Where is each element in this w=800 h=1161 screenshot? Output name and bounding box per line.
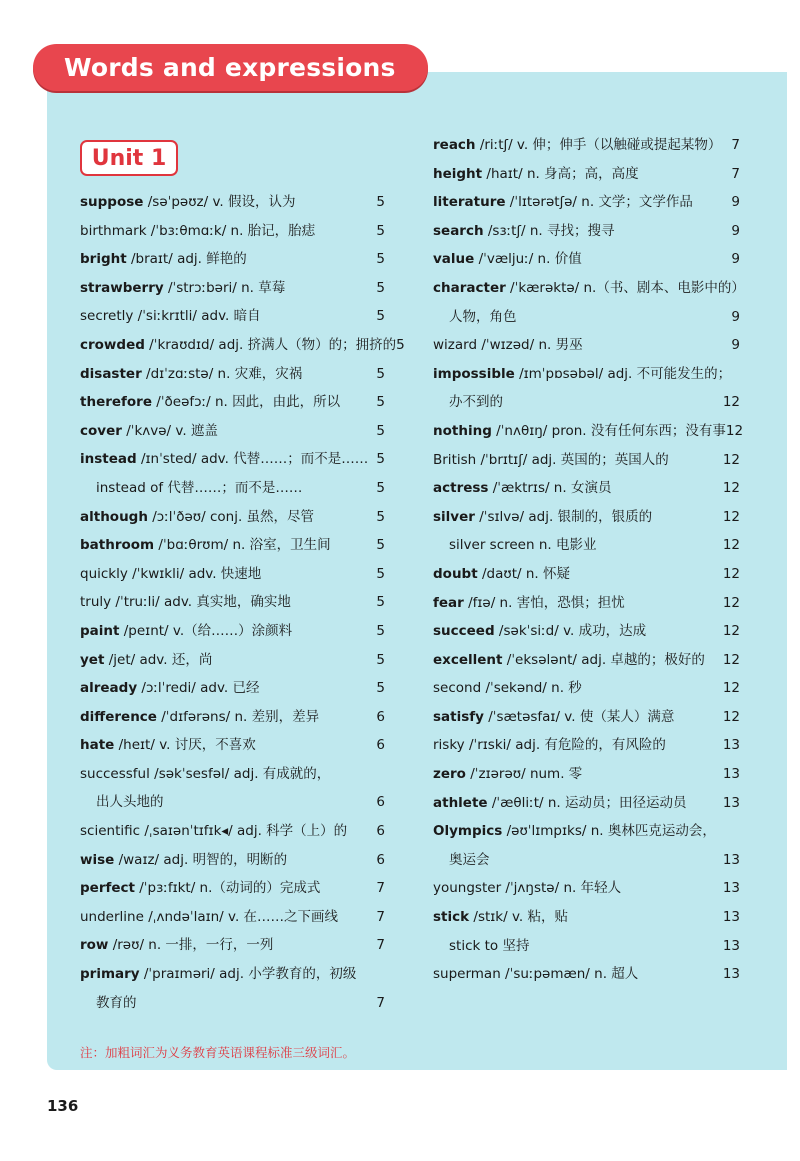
vocab-entry bbox=[433, 617, 740, 646]
vocab-entry bbox=[433, 217, 740, 246]
vocab-entry bbox=[80, 989, 385, 1018]
vocab-definition bbox=[433, 789, 712, 818]
vocab-page-ref: 12 bbox=[722, 680, 740, 697]
vocab-page-ref: 5 bbox=[376, 594, 385, 611]
vocab-definition bbox=[433, 674, 712, 703]
vocab-gloss: /əʊˈlɪmpɪks/ n. 奥林匹克运动会， bbox=[502, 823, 716, 840]
vocab-definition bbox=[80, 388, 357, 417]
vocab-gloss: /peɪnt/ v.（给……）涂颜料 bbox=[119, 622, 293, 639]
vocab-gloss: /ˈlɪtərətʃə/ n. 文学；文学作品 bbox=[505, 194, 693, 211]
vocab-page-ref: 6 bbox=[376, 708, 385, 725]
vocab-gloss: /ˈdɪfərəns/ n. 差别，差异 bbox=[156, 708, 320, 725]
vocab-entry bbox=[80, 331, 405, 360]
vocab-entry bbox=[433, 303, 740, 332]
vocab-headword: cover bbox=[80, 422, 122, 439]
vocab-entry bbox=[80, 188, 385, 217]
vocab-headword: risky bbox=[433, 737, 465, 754]
vocab-gloss: /ˈzɪərəʊ/ num. 零 bbox=[465, 766, 583, 783]
vocab-headword: truly bbox=[80, 594, 112, 611]
vocab-page-ref: 13 bbox=[722, 937, 740, 954]
vocab-page-ref: 7 bbox=[376, 908, 385, 925]
vocab-entry bbox=[433, 331, 740, 360]
vocab-headword: bright bbox=[80, 251, 127, 268]
vocab-entry bbox=[433, 731, 740, 760]
vocab-gloss: /ˈbrɪtɪʃ/ adj. 英国的；英国人的 bbox=[476, 451, 669, 468]
vocab-headword: yet bbox=[80, 651, 105, 668]
vocab-headword: British bbox=[433, 451, 477, 468]
vocab-page-ref: 6 bbox=[376, 737, 385, 754]
vocab-headword: instead bbox=[80, 451, 137, 468]
vocab-page-ref: 5 bbox=[376, 651, 385, 668]
vocab-headword: difference bbox=[80, 708, 157, 725]
vocab-definition bbox=[433, 360, 731, 389]
vocab-entry bbox=[80, 846, 385, 875]
vocab-definition bbox=[80, 903, 357, 932]
vocab-definition bbox=[433, 903, 712, 932]
vocab-gloss: /jet/ adv. 还，尚 bbox=[104, 651, 213, 668]
vocab-headword: 办不到的 bbox=[449, 394, 503, 411]
vocab-page-ref: 5 bbox=[376, 279, 385, 296]
vocab-headword: wise bbox=[80, 851, 115, 868]
vocab-entry bbox=[80, 874, 385, 903]
vocab-gloss: /waɪz/ adj. 明智的，明断的 bbox=[114, 851, 288, 868]
vocab-page-ref: 5 bbox=[376, 194, 385, 210]
vocab-gloss: /ɔːlˈðəʊ/ conj. 虽然，尽管 bbox=[147, 508, 315, 525]
vocab-entry bbox=[433, 560, 740, 589]
vocab-headword: suppose bbox=[80, 194, 144, 210]
vocab-headword: stick bbox=[433, 909, 470, 926]
vocab-page-ref: 5 bbox=[396, 336, 405, 353]
vocab-entry bbox=[433, 932, 740, 961]
vocab-entry bbox=[80, 931, 385, 960]
vocab-headword: succeed bbox=[433, 623, 495, 640]
vocab-entry bbox=[433, 531, 740, 560]
vocab-gloss: /riːtʃ/ v. 伸；伸手（以触碰或提起某物） bbox=[475, 137, 722, 153]
vocab-gloss: /ˈstrɔːbəri/ n. 草莓 bbox=[163, 279, 286, 296]
vocab-gloss: /ˈsuːpəmæn/ n. 超人 bbox=[500, 966, 639, 983]
vocab-definition bbox=[80, 731, 357, 760]
vocab-headword: doubt bbox=[433, 565, 478, 582]
vocab-entry bbox=[433, 674, 740, 703]
vocab-page-ref bbox=[716, 817, 740, 846]
vocab-definition bbox=[80, 646, 357, 675]
vocab-definition bbox=[433, 960, 712, 989]
vocab-headword: scientific bbox=[80, 823, 141, 840]
vocab-definition bbox=[80, 417, 357, 446]
vocab-page-ref: 5 bbox=[376, 451, 385, 468]
vocab-entry bbox=[80, 417, 385, 446]
vocab-headword: literature bbox=[433, 194, 506, 211]
vocab-page-ref: 13 bbox=[722, 966, 740, 983]
vocab-page-ref: 12 bbox=[722, 394, 740, 411]
vocab-headword: birthmark bbox=[80, 222, 147, 239]
vocab-entry bbox=[80, 560, 385, 589]
vocab-entry bbox=[80, 474, 385, 503]
vocab-page-ref: 5 bbox=[376, 422, 385, 439]
vocab-gloss: /rəʊ/ n. 一排，一行，一列 bbox=[108, 937, 274, 954]
vocab-page-ref: 5 bbox=[376, 508, 385, 525]
vocab-page-ref: 7 bbox=[376, 994, 385, 1011]
vocab-gloss: /ˈvæljuː/ n. 价值 bbox=[474, 251, 582, 268]
vocab-definition bbox=[80, 846, 357, 875]
vocab-gloss: /fɪə/ n. 害怕，恐惧；担忧 bbox=[463, 594, 625, 611]
vocab-gloss: /səkˈsiːd/ v. 成功，达成 bbox=[494, 623, 647, 640]
vocab-definition bbox=[80, 188, 357, 217]
vocab-headword: quickly bbox=[80, 565, 128, 582]
vocab-headword: second bbox=[433, 680, 482, 697]
vocab-definition bbox=[433, 932, 712, 961]
vocab-entry bbox=[80, 245, 385, 274]
vocab-entry bbox=[80, 817, 385, 846]
vocab-page-ref: 9 bbox=[731, 251, 740, 268]
vocab-definition bbox=[433, 503, 712, 532]
vocab-gloss: /səkˈsesfəl/ adj. 有成就的， bbox=[149, 765, 331, 782]
vocab-definition bbox=[80, 960, 357, 989]
vocab-page-ref: 12 bbox=[722, 623, 740, 640]
vocab-definition bbox=[433, 245, 712, 274]
vocab-gloss: /ˈæθliːt/ n. 运动员；田径运动员 bbox=[487, 794, 687, 811]
vocab-page-ref: 13 bbox=[722, 794, 740, 811]
vocab-headword: actress bbox=[433, 480, 489, 497]
left-word-list bbox=[80, 188, 405, 1017]
vocab-page-ref: 6 bbox=[376, 823, 385, 840]
vocab-headword: reach bbox=[433, 137, 476, 153]
vocab-definition bbox=[80, 931, 357, 960]
vocab-entry bbox=[433, 589, 740, 618]
vocab-gloss: /ˈjʌŋstə/ n. 年轻人 bbox=[501, 880, 622, 897]
vocab-definition bbox=[80, 445, 368, 474]
vocab-page-ref: 5 bbox=[376, 479, 385, 496]
vocab-headword: satisfy bbox=[433, 708, 484, 725]
vocab-gloss: /heɪt/ v. 讨厌，不喜欢 bbox=[114, 737, 256, 754]
vocab-definition bbox=[433, 846, 712, 875]
vocab-page-ref: 12 bbox=[722, 480, 740, 497]
vocab-page-ref: 12 bbox=[722, 537, 740, 554]
vocab-entry bbox=[80, 302, 385, 331]
vocab-headword: impossible bbox=[433, 365, 515, 382]
vocab-page-ref bbox=[357, 760, 385, 789]
vocab-page-ref: 9 bbox=[731, 337, 740, 354]
vocab-page-ref: 6 bbox=[376, 794, 385, 811]
vocab-entry bbox=[80, 760, 385, 789]
vocab-headword: row bbox=[80, 937, 109, 954]
vocab-gloss: /ˈsɪlvə/ adj. 银制的，银质的 bbox=[474, 508, 653, 525]
vocab-headword: 出人头地的 bbox=[96, 794, 164, 811]
vocab-definition bbox=[80, 560, 357, 589]
vocab-headword: disaster bbox=[80, 365, 142, 382]
vocab-definition bbox=[80, 588, 357, 617]
vocab-headword: 人物，角色 bbox=[449, 308, 517, 325]
vocab-headword: excellent bbox=[433, 651, 503, 668]
vocab-gloss: /ˌsaɪənˈtɪfɪk◂/ adj. 科学（上）的 bbox=[140, 823, 348, 840]
vocab-definition bbox=[433, 589, 712, 618]
vocab-headword: wizard bbox=[433, 337, 478, 354]
vocab-headword: instead of bbox=[96, 479, 164, 496]
vocab-gloss: /ˈæktrɪs/ n. 女演员 bbox=[488, 480, 612, 497]
vocab-headword: therefore bbox=[80, 394, 152, 411]
vocab-gloss: /stɪk/ v. 粘，贴 bbox=[469, 909, 568, 926]
vocab-definition bbox=[80, 703, 357, 732]
vocab-gloss: /ɔːlˈredi/ adv. 已经 bbox=[137, 680, 260, 697]
vocab-entry bbox=[433, 817, 740, 846]
vocab-gloss: /ˈsekənd/ n. 秒 bbox=[481, 680, 582, 697]
vocab-definition bbox=[80, 274, 357, 303]
vocab-gloss: /ɪnˈsted/ adv. 代替……；而不是…… bbox=[136, 451, 369, 468]
vocab-entry bbox=[433, 417, 744, 446]
vocab-headword: primary bbox=[80, 966, 140, 983]
vocab-page-ref: 5 bbox=[376, 308, 385, 325]
vocab-page-ref: 7 bbox=[376, 880, 385, 897]
vocab-definition bbox=[80, 760, 357, 789]
vocab-definition bbox=[433, 160, 712, 189]
vocab-gloss: /ˈkʌvə/ v. 遮盖 bbox=[121, 422, 218, 439]
vocab-gloss: /dɪˈzɑːstə/ n. 灾难，灾祸 bbox=[141, 365, 303, 382]
vocab-definition bbox=[80, 674, 357, 703]
vocab-page-ref: 7 bbox=[376, 937, 385, 954]
vocab-definition bbox=[433, 474, 712, 503]
vocab-gloss: /ˌʌndəˈlaɪn/ v. 在……之下画线 bbox=[143, 908, 339, 925]
vocab-page-ref: 12 bbox=[722, 651, 740, 668]
vocab-headword: value bbox=[433, 251, 475, 268]
vocab-entry bbox=[433, 360, 740, 389]
vocab-page-ref bbox=[357, 960, 385, 989]
vocab-headword: 教育的 bbox=[96, 994, 137, 1011]
vocab-definition bbox=[433, 531, 712, 560]
vocab-gloss: /ɪmˈpɒsəbəl/ adj. 不可能发生的； bbox=[514, 365, 732, 382]
vocab-headword: bathroom bbox=[80, 537, 155, 554]
vocab-page-ref: 5 bbox=[376, 565, 385, 582]
vocab-definition bbox=[80, 788, 357, 817]
vocab-page-ref: 7 bbox=[731, 137, 740, 153]
vocab-definition bbox=[433, 303, 712, 332]
vocab-headword: 奥运会 bbox=[449, 851, 490, 868]
vocab-gloss: /səˈpəʊz/ v. 假设，认为 bbox=[143, 194, 296, 210]
vocab-entry bbox=[80, 617, 385, 646]
vocab-page-ref: 5 bbox=[376, 251, 385, 268]
vocab-headword: youngster bbox=[433, 880, 502, 897]
vocab-page-ref: 9 bbox=[731, 222, 740, 239]
vocab-headword: character bbox=[433, 279, 506, 296]
vocab-headword: already bbox=[80, 680, 138, 697]
vocab-gloss: /ˈkraʊdɪd/ adj. 挤满人（物）的；拥挤的 bbox=[144, 336, 397, 353]
vocab-entry bbox=[433, 960, 740, 989]
vocab-entry bbox=[433, 188, 740, 217]
vocab-gloss: 代替……；而不是…… bbox=[163, 479, 303, 496]
vocab-headword: paint bbox=[80, 622, 120, 639]
vocab-definition bbox=[433, 560, 712, 589]
unit-badge: Unit 1 bbox=[80, 140, 178, 176]
vocab-entry bbox=[433, 760, 740, 789]
vocab-gloss: /ˈbɜːθmɑːk/ n. 胎记，胎痣 bbox=[146, 222, 316, 239]
vocab-entry bbox=[433, 388, 740, 417]
vocab-headword: crowded bbox=[80, 336, 145, 353]
vocab-definition bbox=[80, 617, 357, 646]
vocab-gloss: /ˈwɪzəd/ n. 男巫 bbox=[477, 337, 583, 354]
vocab-definition bbox=[433, 331, 712, 360]
vocab-gloss: /haɪt/ n. 身高；高，高度 bbox=[482, 165, 639, 182]
vocab-definition bbox=[433, 274, 745, 303]
vocab-entry bbox=[433, 245, 740, 274]
vocab-definition bbox=[80, 360, 357, 389]
vocab-entry bbox=[433, 874, 740, 903]
vocab-page-ref bbox=[731, 360, 740, 389]
vocab-page-ref: 13 bbox=[722, 851, 740, 868]
vocab-headword: stick to bbox=[449, 937, 499, 954]
vocab-entry bbox=[80, 588, 385, 617]
vocab-headword: superman bbox=[433, 966, 501, 983]
vocab-headword: secretly bbox=[80, 308, 134, 325]
vocab-definition bbox=[80, 874, 357, 903]
vocab-headword: height bbox=[433, 165, 483, 182]
vocab-gloss: /ˈnʌθɪŋ/ pron. 没有任何东西；没有事 bbox=[491, 422, 726, 439]
vocab-page-ref: 13 bbox=[722, 909, 740, 926]
vocab-headword: fear bbox=[433, 594, 464, 611]
vocab-gloss: /ˈkærəktə/ n.（书、剧本、电影中的） bbox=[505, 279, 745, 296]
vocab-entry bbox=[80, 703, 385, 732]
vocab-page-ref: 13 bbox=[722, 737, 740, 754]
vocab-headword: zero bbox=[433, 766, 466, 783]
vocab-headword: silver screen bbox=[449, 537, 535, 554]
vocab-gloss: /ˈpɜːfɪkt/ n.（动词的）完成式 bbox=[134, 880, 321, 897]
vocab-gloss: /ˈeksələnt/ adj. 卓越的；极好的 bbox=[502, 651, 705, 668]
vocab-entry bbox=[433, 903, 740, 932]
footnote: 注：加粗词汇为义务教育英语课程标准三级词汇。 bbox=[80, 1045, 356, 1060]
page-number: 136 bbox=[47, 1097, 79, 1115]
vocab-definition bbox=[80, 331, 396, 360]
vocab-definition bbox=[433, 446, 712, 475]
vocab-definition bbox=[433, 131, 721, 160]
vocab-entry bbox=[433, 160, 740, 189]
vocab-headword: strawberry bbox=[80, 279, 164, 296]
vocab-definition bbox=[433, 188, 712, 217]
vocab-gloss: /sɜːtʃ/ n. 寻找；搜寻 bbox=[483, 222, 615, 239]
vocab-entry bbox=[80, 646, 385, 675]
vocab-entry bbox=[433, 446, 740, 475]
vocab-gloss: /ˈsætəsfaɪ/ v. 使（某人）满意 bbox=[483, 708, 675, 725]
vocab-headword: Olympics bbox=[433, 823, 503, 840]
vocab-gloss: /daʊt/ n. 怀疑 bbox=[477, 565, 570, 582]
vocab-entry bbox=[80, 360, 385, 389]
vocab-page-ref: 5 bbox=[376, 365, 385, 382]
vocab-definition bbox=[433, 388, 712, 417]
vocab-headword: hate bbox=[80, 737, 115, 754]
vocab-headword: although bbox=[80, 508, 148, 525]
vocab-gloss: /ˈsiːkrɪtli/ adv. 暗自 bbox=[133, 308, 261, 325]
vocab-page-ref: 6 bbox=[376, 851, 385, 868]
vocab-page-ref: 9 bbox=[731, 194, 740, 211]
vocab-page-ref: 5 bbox=[376, 222, 385, 239]
vocab-entry bbox=[80, 903, 385, 932]
vocab-page-ref: 5 bbox=[376, 680, 385, 697]
vocab-page-ref: 12 bbox=[725, 422, 744, 439]
vocab-entry bbox=[80, 960, 385, 989]
vocab-entry bbox=[433, 703, 740, 732]
vocab-definition bbox=[80, 503, 357, 532]
vocab-entry bbox=[433, 131, 740, 160]
vocab-entry bbox=[80, 503, 385, 532]
vocab-definition bbox=[433, 731, 712, 760]
vocab-page-ref: 12 bbox=[722, 594, 740, 611]
vocab-definition bbox=[80, 817, 357, 846]
vocab-headword: successful bbox=[80, 765, 150, 782]
vocab-headword: underline bbox=[80, 908, 144, 925]
vocab-page-ref: 12 bbox=[722, 565, 740, 582]
vocab-gloss: /ˈðeəfɔː/ n. 因此，由此，所以 bbox=[152, 394, 341, 411]
vocab-page-ref: 7 bbox=[731, 165, 740, 182]
vocab-entry bbox=[433, 646, 740, 675]
vocab-definition bbox=[80, 989, 357, 1018]
vocab-definition bbox=[80, 531, 357, 560]
vocab-page-ref: 13 bbox=[722, 880, 740, 897]
right-word-list bbox=[433, 131, 745, 989]
vocab-page-ref: 13 bbox=[722, 766, 740, 783]
vocab-definition bbox=[433, 646, 712, 675]
vocab-definition bbox=[80, 245, 357, 274]
vocab-definition bbox=[433, 817, 716, 846]
vocab-definition bbox=[433, 760, 712, 789]
vocab-gloss: /ˈkwɪkli/ adv. 快速地 bbox=[127, 565, 262, 582]
vocab-page-ref: 5 bbox=[376, 394, 385, 411]
vocab-entry bbox=[80, 217, 385, 246]
vocab-headword: athlete bbox=[433, 794, 488, 811]
vocab-definition bbox=[433, 617, 712, 646]
vocab-entry bbox=[80, 388, 385, 417]
vocab-page-ref: 12 bbox=[722, 451, 740, 468]
vocab-headword: silver bbox=[433, 508, 475, 525]
vocab-headword: nothing bbox=[433, 422, 492, 439]
page-title: Words and expressions bbox=[64, 53, 396, 82]
vocab-page-ref: 5 bbox=[376, 537, 385, 554]
vocab-entry bbox=[433, 503, 740, 532]
vocab-gloss: /braɪt/ adj. 鲜艳的 bbox=[126, 251, 247, 268]
vocab-definition bbox=[433, 874, 712, 903]
vocab-definition bbox=[80, 217, 357, 246]
vocab-definition bbox=[433, 417, 726, 446]
vocab-headword: search bbox=[433, 222, 484, 239]
vocab-gloss: n. 电影业 bbox=[534, 537, 597, 554]
vocab-definition bbox=[433, 217, 712, 246]
vocab-definition bbox=[80, 474, 357, 503]
vocab-definition bbox=[80, 302, 357, 331]
vocab-page-ref: 5 bbox=[376, 622, 385, 639]
vocab-entry bbox=[80, 674, 385, 703]
vocab-gloss: /ˈtruːli/ adv. 真实地，确实地 bbox=[111, 594, 291, 611]
vocab-entry bbox=[80, 445, 385, 474]
vocab-entry bbox=[80, 531, 385, 560]
vocab-gloss: 坚持 bbox=[498, 937, 530, 954]
vocab-page-ref: 12 bbox=[722, 508, 740, 525]
vocab-gloss: /ˈrɪski/ adj. 有危险的，有风险的 bbox=[464, 737, 666, 754]
vocab-page-ref: 9 bbox=[731, 308, 740, 325]
vocab-entry bbox=[433, 474, 740, 503]
vocab-gloss: /ˈpraɪməri/ adj. 小学教育的，初级 bbox=[139, 966, 357, 983]
vocab-entry bbox=[80, 731, 385, 760]
vocab-definition bbox=[433, 703, 712, 732]
vocab-page-ref: 12 bbox=[722, 708, 740, 725]
vocab-entry bbox=[433, 789, 740, 818]
vocab-entry bbox=[433, 274, 745, 303]
vocab-entry bbox=[433, 846, 740, 875]
vocab-entry bbox=[80, 788, 385, 817]
vocab-gloss: /ˈbɑːθrʊm/ n. 浴室，卫生间 bbox=[154, 537, 331, 554]
vocab-headword: perfect bbox=[80, 880, 135, 897]
vocab-entry bbox=[80, 274, 385, 303]
